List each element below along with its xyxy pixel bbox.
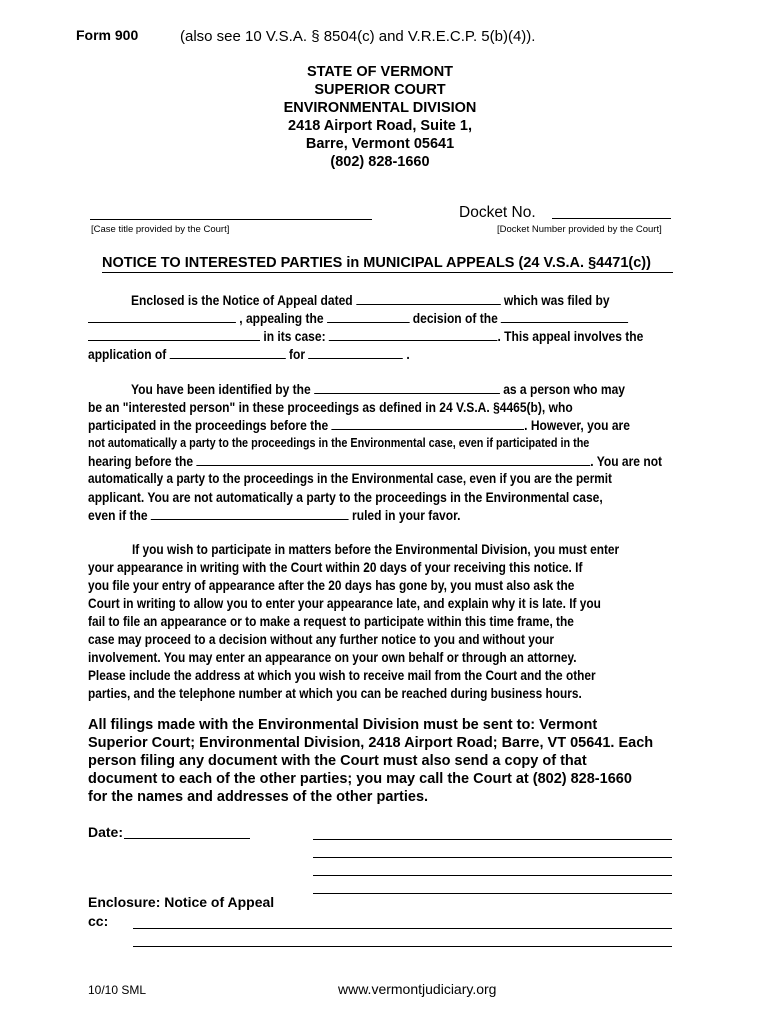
docket-label: Docket No. xyxy=(459,204,536,221)
website-link[interactable]: www.vermontjudiciary.org xyxy=(338,981,497,997)
name-line[interactable] xyxy=(313,857,672,858)
case-title-note: [Case title provided by the Court] xyxy=(91,224,230,235)
ruling-body-blank[interactable] xyxy=(151,508,349,520)
applicant-blank[interactable] xyxy=(170,347,286,359)
see-also-reference: (also see 10 V.S.A. § 8504(c) and V.R.E.C.P. 5(b)(4)). xyxy=(180,28,536,45)
signature-line[interactable] xyxy=(313,839,672,840)
paragraph-filings: All filings made with the Environmental Division must be sent to: Vermont Superior Court; Environmental Division, 2418 Airport Road; Barre, VT 05641. Each person filing any document with the Court must also send a copy of that document to each of the other parties; you may call the Court at (802) 828-1660 for the names and addresses of the other parties. xyxy=(88,717,654,805)
municipal-body-blank[interactable] xyxy=(501,311,628,323)
docket-note: [Docket Number provided by the Court] xyxy=(497,224,662,235)
hearing-body-blank[interactable] xyxy=(196,454,590,466)
court-address-block xyxy=(200,63,560,171)
cc-label: cc: xyxy=(88,913,109,929)
paragraph-interested-person: You have been identified by the as a person who may be an "interested person" in these proceedings as defined in 24 V.S.A. §4465(b), who participated in the proceedings before the . However, you are not automatically a party to the proceedings in the Environmental case, even if participated in the hearing before the . You are not automatically a party to the proceedings in the Environmental case, even if you are the permit applicant. You are not automatically a party to the proceedings in the Environmental case, even if the ruled in your favor. xyxy=(88,381,663,523)
proceedings-body-blank[interactable] xyxy=(332,418,525,430)
date-label: Date: xyxy=(88,824,124,840)
application-purpose-blank[interactable] xyxy=(308,347,403,359)
court-line: SUPERIOR COURT xyxy=(314,82,446,98)
docket-number-line[interactable] xyxy=(552,218,671,219)
cc-line[interactable] xyxy=(133,928,672,929)
court-line: STATE OF VERMONT xyxy=(306,64,454,80)
address-line-2[interactable] xyxy=(313,893,672,894)
municipal-body-blank-2[interactable] xyxy=(88,329,260,341)
notice-title: NOTICE TO INTERESTED PARTIES in MUNICIPAL APPEALS (24 V.S.A. §4471(c)) xyxy=(102,255,673,273)
address-line[interactable] xyxy=(313,875,672,876)
court-line: (802) 828-1660 xyxy=(330,154,430,170)
form-number: Form 900 xyxy=(76,27,139,43)
case-blank[interactable] xyxy=(329,329,498,341)
appellant-blank[interactable] xyxy=(88,311,236,323)
court-line: 2418 Airport Road, Suite 1, xyxy=(288,118,472,134)
form-revision-code: 10/10 SML xyxy=(88,983,147,997)
case-title-line[interactable] xyxy=(90,219,372,220)
date-line[interactable] xyxy=(124,838,250,839)
decision-type-blank[interactable] xyxy=(327,311,410,323)
paragraph-notice-of-appeal: Enclosed is the Notice of Appeal dated which was filed by , appealing the decision of the in its case: . This appeal involves the application of for . xyxy=(88,292,644,362)
paragraph-participation: If you wish to participate in matters before the Environmental Division, you must enter your appearance in writing with the Court within 20 days of your receiving this notice. If you file your entry of appearance after the 20 days has gone by, you must also ask the Court in writing to allow you to enter your appearance late, and explain why it is late. If you fail to file an appearance or to make a request to participate within this time frame, the case may proceed to a decision without any further notice to you and without your involvement. You may enter an appearance on your own behalf or through an attorney. Please include the address at which you wish to receive mail from the Court and the other parties, and the telephone number at which you can be reached during business hours. xyxy=(88,542,620,701)
identifier-blank[interactable] xyxy=(314,382,500,394)
court-line: Barre, Vermont 05641 xyxy=(305,136,455,152)
court-line: ENVIRONMENTAL DIVISION xyxy=(283,100,477,116)
appeal-date-blank[interactable] xyxy=(356,293,500,305)
enclosure-label: Enclosure: Notice of Appeal xyxy=(88,894,275,910)
cc-line-2[interactable] xyxy=(133,946,672,947)
